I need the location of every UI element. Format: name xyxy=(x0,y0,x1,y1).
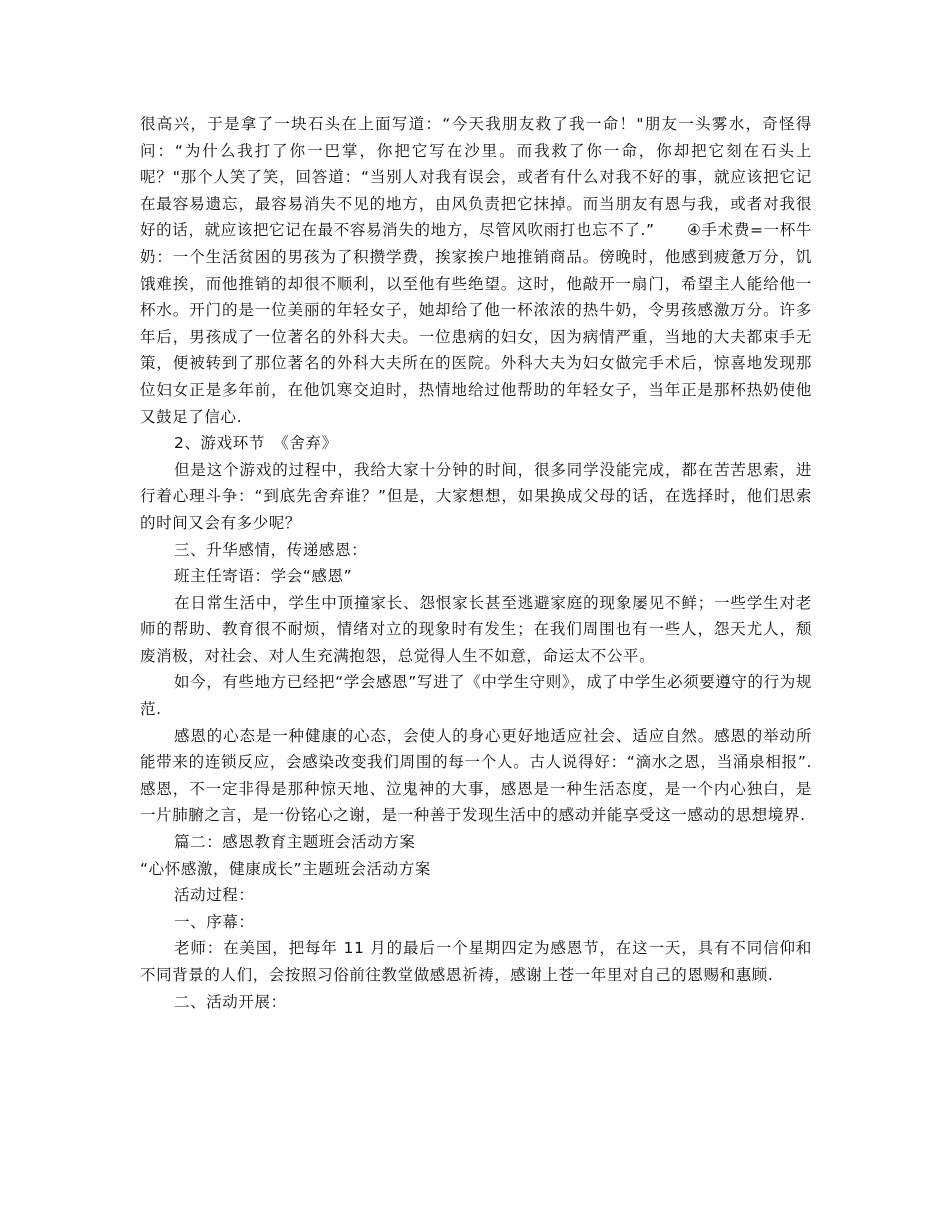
activity-start-heading: 二、活动开展： xyxy=(174,992,287,1011)
part-two-title: 篇二：感恩教育主题班会活动方案 xyxy=(174,833,416,852)
activity-process-heading: 活动过程： xyxy=(174,886,255,905)
game-section-heading: 2、游戏环节 《舍弃》 xyxy=(174,434,338,453)
rules-paragraph: 如今，有些地方已经把“学会感恩”写进了《中学生守则》，成了中学生必须要遵守的行为规范. xyxy=(140,673,812,719)
daily-life-paragraph: 在日常生活中，学生中顶撞家长、怨恨家长甚至逃避家庭的现象屡见不鲜；一些学生对老师的帮助、教育很不耐烦，情绪对立的现象时有发生；在我们周围也有一些人，怨天尤人，颓废消极，对社会、对人生充满抱怨，总觉得人生不如意，命运太不公平。 xyxy=(140,593,812,665)
plan-title: “心怀感激，健康成长”主题班会活动方案 xyxy=(140,859,431,878)
game-reflection-paragraph: 但是这个游戏的过程中，我给大家十分钟的时间，很多同学没能完成，都在苦苦思索，进行着心理斗争：“到底先舍弃谁？”但是，大家想想，如果换成父母的话，在选择时，他们思索的时间又会有多少呢？ xyxy=(140,460,812,532)
section-three-heading: 三、升华感情，传递感恩： xyxy=(174,540,368,559)
thanksgiving-paragraph: 老师：在美国，把每年 11 月的最后一个星期四定为感恩节，在这一天，具有不同信仰和不同背景的人们，会按照习俗前往教堂做感恩祈祷，感谢上苍一年里对自己的恩赐和惠顾. xyxy=(140,939,812,984)
prologue-heading: 一、序幕： xyxy=(174,912,255,931)
story-paragraph: 很高兴，于是拿了一块石头在上面写道：“今天我朋友救了我一命！"朋友一头雾水，奇怪得问：“为什么我打了你一巴掌，你把它写在沙里。而我救了你一命，你却把它刻在石头上呢？"那个人笑了笑，回答道：“当别人对我有误会，或者有什么对我不好的事，就应该把它记在最容易遗忘，最容易消失不见的地方，由风负责把它抹掉。而当朋友有恩与我，或者对我很好的话，就应该把它记在最不容易消失的地方，尽管风吹雨打也忘不了.” ④手术费=一杯牛奶：一个生活贫困的男孩为了积攒学费，挨家挨户地推销商品。傍晚时，他感到疲惫万分，饥饿难挨，而他推销的却很不顺利，以至他有些绝望。这时，他敲开一扇门，希望主人能给他一杯水。开门的是一位美丽的年轻女子，她却给了他一杯浓浓的热牛奶，令男孩感激万分。许多年后，男孩成了一位著名的外科大夫。一位患病的妇女，因为病情严重，当地的大夫都束手无策，便被转到了那位著名的外科大夫所在的医院。外科大夫为妇女做完手术后，惊喜地发现那位妇女正是多年前，在他饥寒交迫时，热情地给过他帮助的年轻女子，当年正是那杯热奶使他又鼓足了信心. xyxy=(140,115,812,426)
gratitude-mindset-paragraph: 感恩的心态是一种健康的心态，会使人的身心更好地适应社会、适应自然。感恩的举动所能带来的连锁反应，会感染改变我们周围的每一个人。古人说得好：“滴水之恩，当涌泉相报”.感恩，不一定非得是那种惊天地、泣鬼神的大事，感恩是一种生活态度，是一个内心独白，是一片肺腑之言，是一份铭心之谢，是一种善于发现生活中的感动并能享受这一感动的思想境界. xyxy=(140,726,812,825)
document-body xyxy=(140,111,812,1015)
teacher-message-heading: 班主任寄语：学会“感恩” xyxy=(174,567,353,586)
